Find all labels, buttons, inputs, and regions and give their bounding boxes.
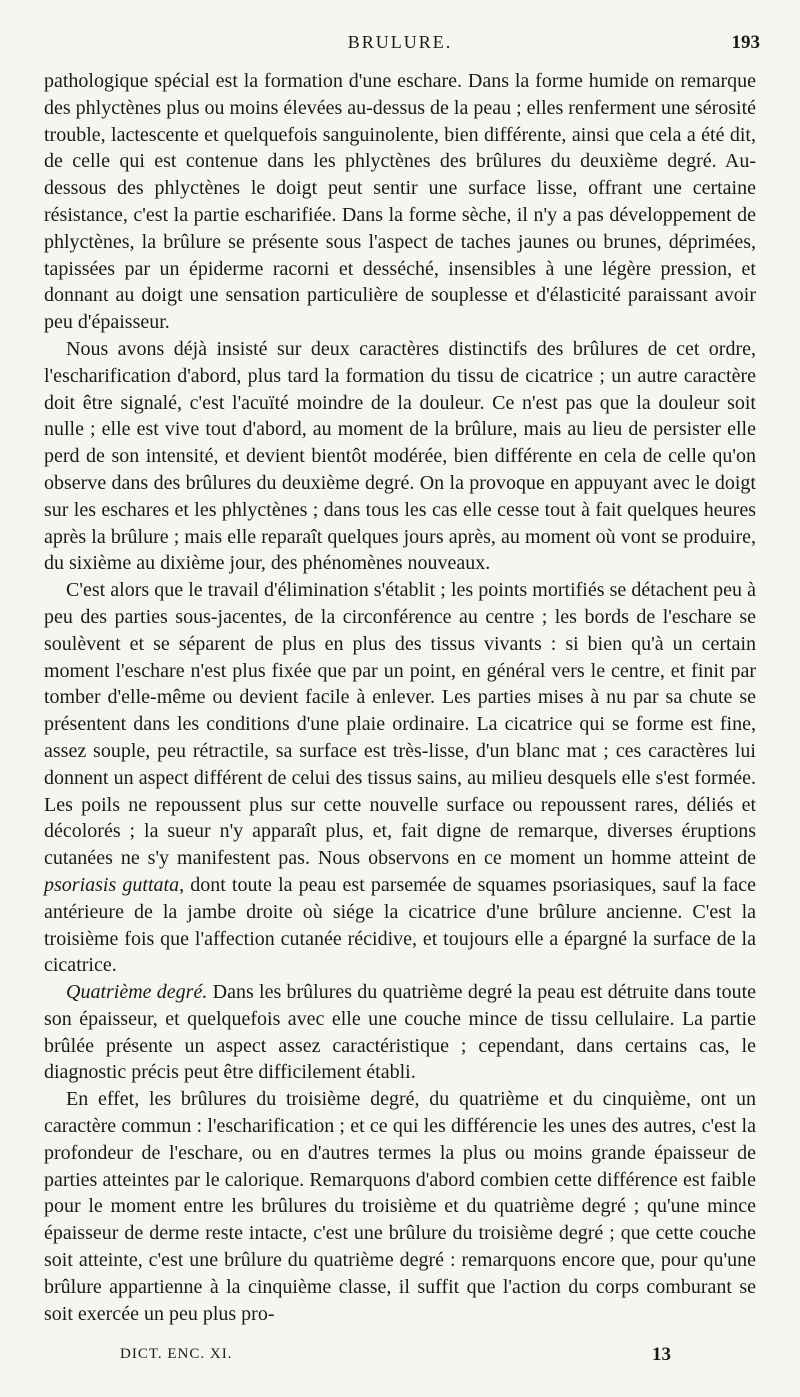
section-heading: Quatrième degré. bbox=[66, 981, 208, 1004]
signature-line: DICT. ENC. XI. bbox=[120, 1346, 233, 1362]
paragraph-section bbox=[44, 979, 756, 1086]
running-title: BRULURE. bbox=[347, 32, 453, 52]
paragraph-text: Dans les brûlures du quatrième degré la peau est détruite dans toute son épaisseur, et quelquefois avec elle une couche mince de tissu cellulaire. La partie brûlée présente un aspect assez caractéristique ; cependant, dans certains cas, le diagnostic précis peut être difficilement établi. bbox=[44, 981, 757, 1084]
paragraph: Nous avons déjà insisté sur deux caractères distinctifs des brûlures de cet ordre, l'escharification d'abord, plus tard la formation du tissu de cicatrice ; un autre caractère doit être signalé, c'est l'acuïté moindre de la douleur. Ce n'est pas que la douleur soit nulle ; elle est vive tout d'abord, au moment de la brûlure, mais au lieu de persister elle perd de son intensité, et devient bientôt modérée, bien différente en cela de celle qu'on observe dans des brûlures du deuxième degré. On la provoque en appuyant avec le doigt sur les eschares et les phlyctènes ; dans tous les cas elle cesse tout à fait quelques heures après la brûlure ; mais elle reparaît quelques jours après, au moment où vont se produire, du sixième au dixième jour, des phénomènes nouveaux. bbox=[44, 337, 756, 575]
paragraph: En effet, les brûlures du troisième degré, du quatrième et du cinquième, ont un caractère commun : l'escharification ; et ce qui les différencie les unes des autres, c'est la profondeur de l'eschare, ou en d'autres termes la plus ou moins grande épaisseur de parties atteintes par le calorique. Remarquons d'abord combien cette différence est faible pour le moment entre les brûlures du troisième et du quatrième degré ; qu'une mince épaisseur de derme reste intacte, c'est une brûlure du troisième degré ; que cette couche soit atteinte, c'est une brûlure du quatrième degré : remarquons encore que, pour qu'une brûlure appartienne à la cinquième classe, il suffit que l'action du corps comburant se soit exercée un peu plus pro- bbox=[44, 1088, 756, 1325]
page-number: 193 bbox=[731, 32, 760, 53]
italic-term: psoriasis guttata bbox=[44, 873, 180, 896]
paragraph bbox=[44, 577, 756, 979]
signature-mark: 13 bbox=[652, 1344, 671, 1365]
page-header bbox=[0, 32, 800, 60]
page-footer bbox=[0, 1346, 800, 1374]
paragraph-continuation: pathologique spécial est la formation d'une eschare. Dans la forme humide on remarque des phlyctènes plus ou moins élevées au-dessus de la peau ; elles renferment une sérosité trouble, lactescente et quelquefois sanguinolente, bien différente, ainsi que cela a été dit, de celle qui est contenue dans les phlyctènes des brûlures du deuxième degré. Au-dessous des phlyctènes le doigt peut sentir une surface lisse, offrant une certaine résistance, c'est la partie escharifiée. Dans la forme sèche, il n'y a pas développement de phlyctènes, la brûlure se présente sous l'aspect de taches jaunes ou brunes, déprimées, tapissées par un épiderme racorni et desséché, insensibles à une légère pression, et donnant au doigt une sensation particulière de souplesse et d'élasticité paraissant avoir peu d'épaisseur. bbox=[44, 70, 757, 334]
body-text bbox=[44, 68, 756, 1327]
paragraph-text: , dont toute la peau est parsemée de squames psoriasiques, sauf la face antérieure de la jambe droite où siége la cicatrice d'une brûlure ancienne. C'est la troisième fois que l'affection cutanée récidive, et toujours elle a épargné la surface de la cicatrice. bbox=[44, 873, 757, 977]
paragraph-text: C'est alors que le travail d'élimination s'établit ; les points mortifiés se détachent peu à peu des parties sous-jacentes, de la circonférence au centre ; les bords de l'eschare se soulèvent et se séparent de plus en plus des tissus vivants : si bien qu'à un certain moment l'eschare n'est plus fixée que par un point, en général vers le centre, et finit par tomber d'elle-même ou devient facile à enlever. Les parties mises à nu par sa chute se présentent dans les conditions d'une plaie ordinaire. La cicatrice qui se forme est fine, assez souple, peu rétractile, sa surface est très-lisse, d'un blanc mat ; ces caractères lui donnent un aspect différent de celui des tissus sains, au milieu desquels elle s'est formée. Les poils ne repoussent plus sur cette nouvelle surface ou repoussent rares, déliés et décolorés ; la sueur n'y apparaît plus, et, fait digne de remarque, diverses éruptions cutanées ne s'y manifestent pas. Nous observons en ce moment un homme atteint de bbox=[44, 579, 756, 870]
